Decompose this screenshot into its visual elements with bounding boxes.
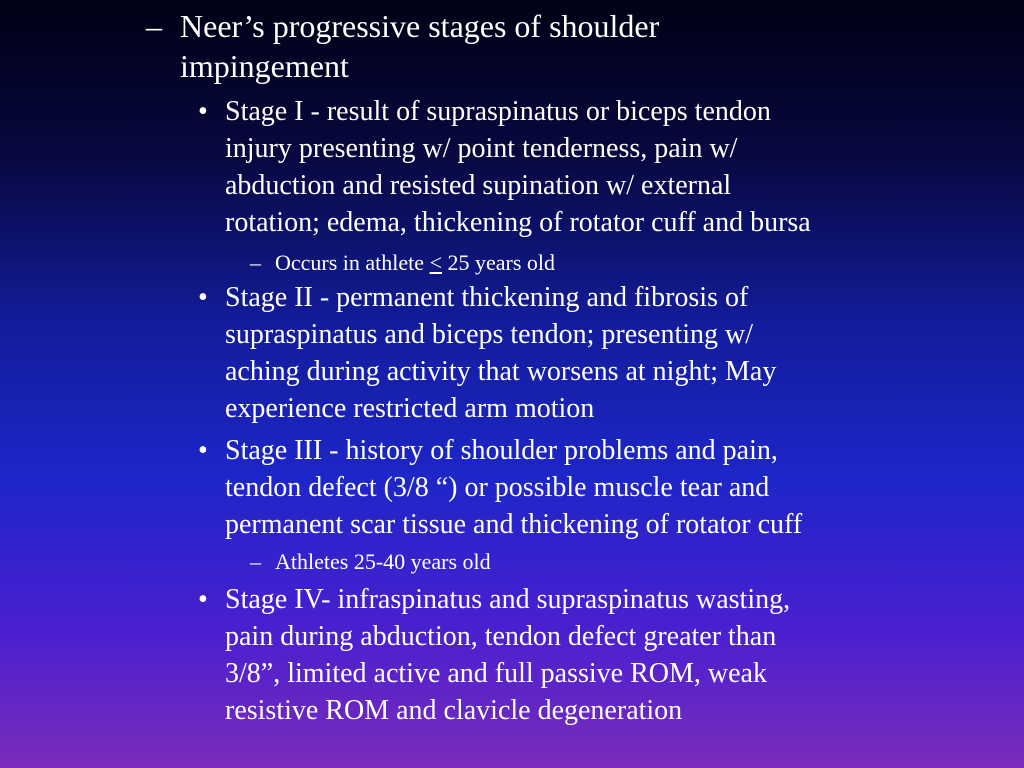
- stage-2-line-4: experience restricted arm motion: [225, 393, 595, 424]
- heading-line-2: impingement: [180, 48, 349, 84]
- stage-3-note: Athletes 25-40 years old: [275, 549, 491, 574]
- stage-3-bullet-icon: •: [198, 435, 208, 466]
- heading-dash-marker: –: [146, 8, 162, 44]
- stage-2-line-1: Stage II - permanent thickening and fibrosis of: [225, 282, 749, 313]
- stage-1-note-text-before: Occurs in athlete: [275, 250, 430, 275]
- stage-1-note-text-after: 25 years old: [441, 250, 556, 275]
- stage-4-line-3: 3/8”, limited active and full passive ROM, weak: [225, 658, 767, 689]
- stage-2-line-3: aching during activity that worsens at night; May: [225, 356, 777, 387]
- stage-4-line-2: pain during abduction, tendon defect greater than: [225, 621, 777, 652]
- stage-4-line-1: Stage IV- infraspinatus and supraspinatus wasting,: [225, 584, 791, 615]
- stage-1-note-dash-marker: –: [250, 250, 261, 275]
- stage-2-line-2: supraspinatus and biceps tendon; presenting w/: [225, 319, 754, 350]
- stage-4-bullet-icon: •: [198, 584, 208, 615]
- stage-3-note-dash-marker: –: [250, 549, 261, 574]
- stage-1-line-3: abduction and resisted supination w/ external: [225, 170, 732, 201]
- stage-3-line-2: tendon defect (3/8 “) or possible muscle tear and: [225, 472, 770, 503]
- stage-2-bullet-icon: •: [198, 282, 208, 313]
- stage-1-bullet-icon: •: [198, 96, 208, 127]
- stage-1-line-1: Stage I - result of supraspinatus or biceps tendon: [225, 96, 771, 127]
- stage-1-line-4: rotation; edema, thickening of rotator cuff and bursa: [225, 207, 811, 238]
- stage-3-line-1: Stage III - history of shoulder problems and pain,: [225, 435, 778, 466]
- stage-3-line-3: permanent scar tissue and thickening of rotator cuff: [225, 509, 803, 540]
- stage-1-line-2: injury presenting w/ point tenderness, pain w/: [225, 133, 738, 164]
- stage-1-note-symbol: <: [429, 250, 442, 275]
- heading-line-1: Neer’s progressive stages of shoulder: [180, 8, 660, 44]
- stage-4-line-4: resistive ROM and clavicle degeneration: [225, 695, 683, 726]
- stage-1-note: [275, 250, 555, 276]
